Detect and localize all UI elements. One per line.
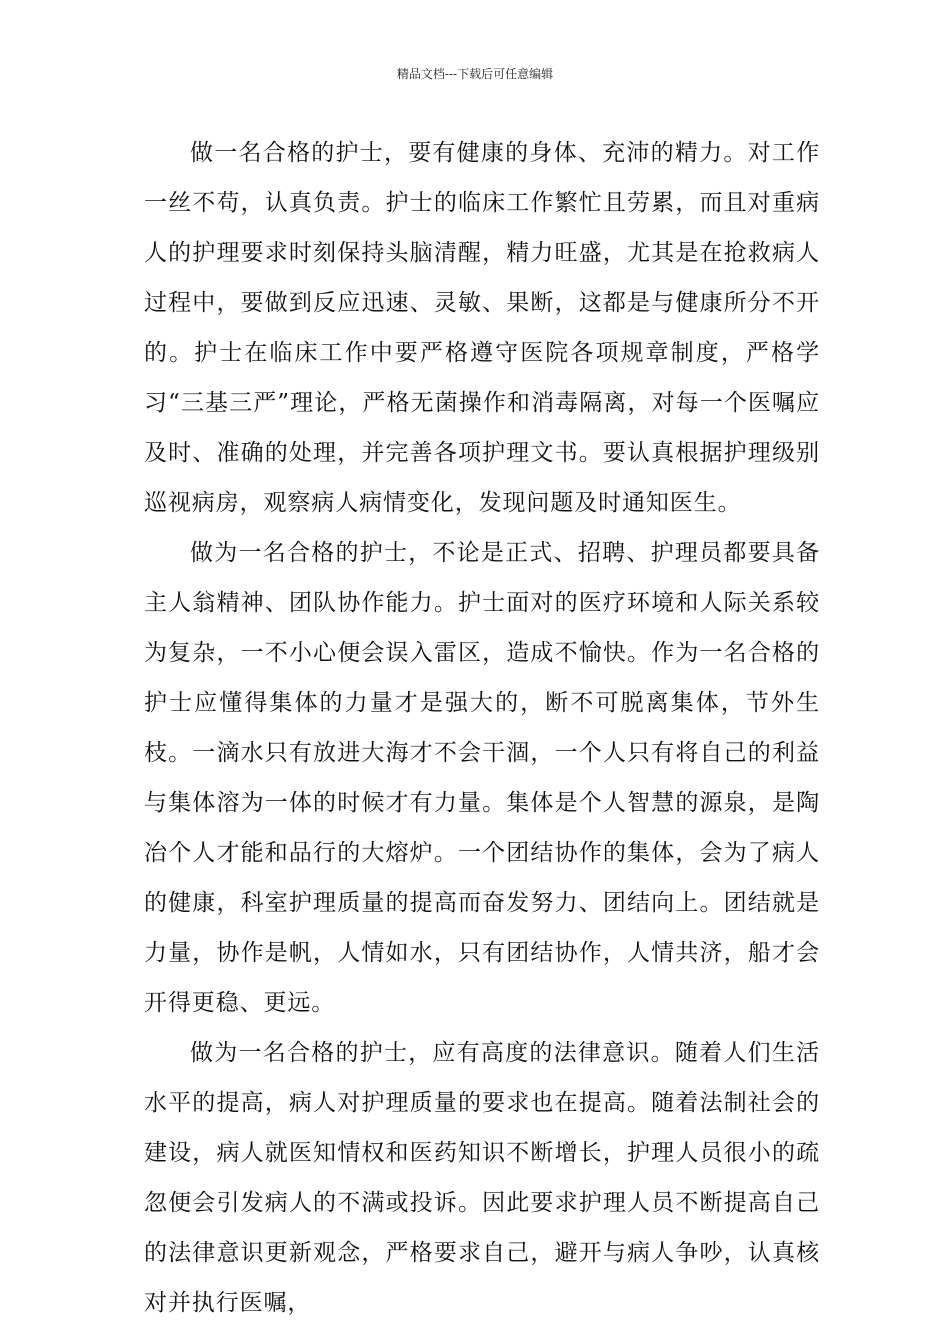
page-header: 精品文档---下载后可任意编辑: [396, 67, 554, 81]
document-body: [144, 128, 820, 1328]
paragraph-1: 做一名合格的护士，要有健康的身体、充沛的精力。对工作一丝不苟，认真负责。护士的临床工作繁忙且劳累，而且对重病人的护理要求时刻保持头脑清醒，精力旺盛，尤其是在抢救病人过程中，要做到反应迅速、灵敏、果断，这都是与健康所分不开的。护士在临床工作中要严格遵守医院各项规章制度，严格学习“三基三严”理论，严格无菌操作和消毒隔离，对每一个医嘱应及时、准确的处理，并完善各项护理文书。要认真根据护理级别巡视病房，观察病人病情变化，发现问题及时通知医生。: [144, 140, 820, 516]
paragraph-2: 做为一名合格的护士，不论是正式、招聘、护理员都要具备主人翁精神、团队协作能力。护士面对的医疗环境和人际关系较为复杂，一不小心便会误入雷区，造成不愉快。作为一名合格的护士应懂得集体的力量才是强大的，断不可脱离集体，节外生枝。一滴水只有放进大海才不会干涸，一个人只有将自己的利益与集体溶为一体的时候才有力量。集体是个人智慧的源泉，是陶冶个人才能和品行的大熔炉。一个团结协作的集体，会为了病人的健康，科室护理质量的提高而奋发努力、团结向上。团结就是力量，协作是帆，人情如水，只有团结协作，人情共济，船才会开得更稳、更远。: [144, 540, 820, 1016]
paragraph-3: 做为一名合格的护士，应有高度的法律意识。随着人们生活水平的提高，病人对护理质量的要求也在提高。随着法制社会的建设，病人就医知情权和医药知识不断增长，护理人员很小的疏忽便会引发病人的不满或投诉。因此要求护理人员不断提高自己的法律意识更新观念，严格要求自己，避开与病人争吵，认真核对并执行医嘱，: [144, 1040, 820, 1316]
